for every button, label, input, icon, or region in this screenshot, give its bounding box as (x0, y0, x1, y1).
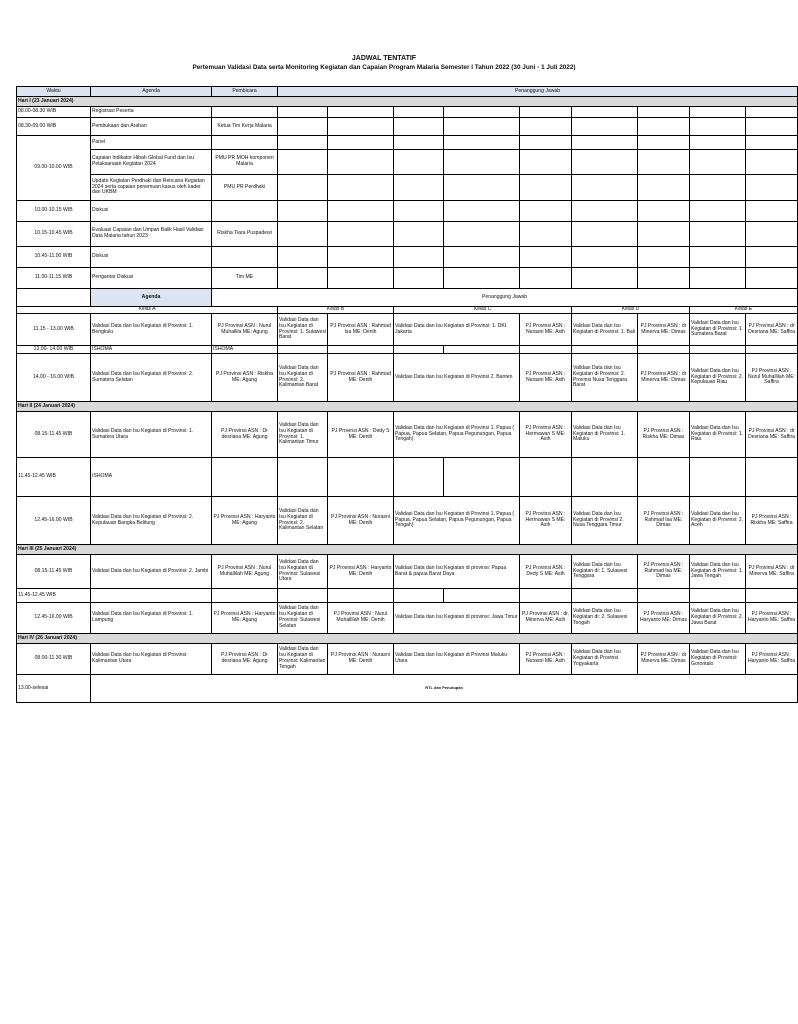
time-cell: 08.15-11.45 WIB (17, 412, 91, 458)
time-cell: 11.45-12.45 WIB (17, 458, 91, 497)
kelas-e-header: Kelas E (690, 307, 798, 314)
class-row (17, 307, 798, 314)
header-pembicara: Pembicara (212, 87, 278, 97)
ishoma-label: ISHOMA (91, 346, 212, 354)
time-cell: 11.00-11.15 WIB (17, 268, 91, 289)
agenda-cell: Diskusi (91, 247, 212, 268)
subheader-agenda (91, 289, 212, 307)
kelas-a-pj: PJ Provinsi ASN : Dr desriana ME: Agung (212, 412, 278, 458)
kelas-c-agenda: Validasi Data dan Isu Kegiatan di provinsi: Jawa Timur (394, 603, 520, 634)
subheader-penanggung-jawab: Penanggung Jawab (212, 289, 798, 307)
day-row (17, 402, 798, 412)
closing-label: RTL dan Penutupan (425, 684, 463, 690)
ishoma-label: ISHOMA (91, 458, 212, 497)
agenda-cell: Capaian Indikator Hibah Global Fund dan Isu Pelaksanaan Kegiatan 2024 (91, 150, 212, 175)
kelas-c-agenda: Validasi Data dan Isu Kegiatan di Provinsi 1. Papua ( Papua, Papua Selatan, Papua Pegunungan, Papua Tengah) (394, 412, 520, 458)
kelas-a-agenda: Validasi Data dan Isu Kegiatan di Provinsi: 2. Kepulauan Bangka Belitung (91, 497, 212, 545)
kelas-c-pj: PJ Provinsi ASN : Hermawan S ME: Asih (520, 497, 572, 545)
kelas-a-pj: PJ Provinsi ASN : Riskha ME: Agung (212, 354, 278, 402)
kelas-e-agenda: Validasi Data dan Isu Kegiatan di Provinsi: 1. Jawa Tengah (690, 555, 746, 589)
kelas-d-header: Kelas D (572, 307, 690, 314)
kelas-b-agenda: Validasi Data dan Isu Kegiatan di Provinsi: Sulawesi Selatan (278, 603, 328, 634)
kelas-c-agenda: Validasi Data dan Isu Kegiatan di Provinsi 2. Banten (394, 354, 520, 402)
kelas-e-pj: PJ Provinsi ASN : Haryanto ME: Saffira (746, 644, 798, 675)
kelas-e-pj: PJ Provinsi ASN : dr Desriana ME: Saffira (746, 314, 798, 346)
time-cell: 11.15 - 13.00 WIB (17, 314, 91, 346)
table-row (17, 136, 798, 150)
time-cell: 09.00-10.00 WIB (17, 136, 91, 201)
table-row (17, 201, 798, 222)
kelas-a-agenda: Validasi Data dan Isu Kegiatan di Provinsi: 1. Sumatera Utara (91, 412, 212, 458)
kelas-b-agenda: Validasi Data dan Isu Kegiatan di Provinsi: 2. Kalimantan Barat (278, 354, 328, 402)
header-waktu: Waktu (17, 87, 91, 97)
kelas-c-agenda: Validasi Data dan Isu Kegiatan di Provinsi 1. Papua ( Papua, Papua Selatan, Papua Pegunungan, Papua Tengah) (394, 497, 520, 545)
kelas-e-agenda: Validasi Data dan Isu Kegiatan di Provinsi: Gorontalo (690, 644, 746, 675)
kelas-d-pj: PJ Provinsi ASN : Haryanto ME: Dimas (638, 603, 690, 634)
table-row (17, 346, 798, 354)
kelas-c-agenda: Validasi Data dan Isu Kegiatan di provinsi: Papua Barat & papua Barat Daya (394, 555, 520, 589)
speaker-cell: PMU PR MOH komponen Malaria (212, 150, 278, 175)
speaker-cell: Ketua Tim Kerja Malaria (212, 118, 278, 136)
speaker-cell: PMU PR Perdhaki (212, 175, 278, 201)
kelas-d-agenda: Validasi Data dan Isu Kegiatan di Provinsi: 1. Maluku (572, 412, 638, 458)
kelas-e-pj: PJ Provinsi ASN : Nurul Muhallilah ME: Saffira (746, 354, 798, 402)
time-cell: 13.00- 14.00 WIB (17, 346, 91, 354)
time-cell: 14.00 - 16.00 WIB (17, 354, 91, 402)
kelas-d-pj: PJ Provinsi ASN : Rahmad Isa ME: Dimas (638, 555, 690, 589)
session-row (17, 314, 798, 346)
kelas-e-agenda: Validasi Data dan Isu Kegiatan di Provinsi: 2. Kepulauan Riau (690, 354, 746, 402)
kelas-b-agenda: Validasi Data dan Isu Kegiatan di Provinsi: Kalimantan Tengah (278, 644, 328, 675)
table-row (17, 118, 798, 136)
kelas-a-header: Kelas A (17, 307, 278, 314)
day-row (17, 97, 798, 107)
kelas-b-pj: PJ Provinsi ASN : Rahmad ME: Denih (328, 354, 394, 402)
table-row (17, 175, 798, 201)
header-agenda: Agenda (91, 87, 212, 97)
table-row (17, 222, 798, 247)
kelas-a-agenda: Validasi Data dan Isu Kegiatan di Provinsi: 2. Sumatera Selatan (91, 354, 212, 402)
ishoma-label: ISHOMA (212, 346, 278, 354)
document-title: JADWAL TENTATIF (351, 55, 417, 62)
kelas-c-pj: PJ Provinsi ASN : Nurasni ME: Asih (520, 644, 572, 675)
kelas-e-agenda: Validasi Data dan Isu Kegiatan di Provinsi: 2. Jawa Barat (690, 603, 746, 634)
kelas-c-pj: PJ Provinsi ASN : Nurasni ME: Asih (520, 354, 572, 402)
kelas-e-pj: PJ Provinsi ASN : Riskha ME: Saffira (746, 497, 798, 545)
header-penanggung-jawab: Penanggung Jawab (278, 87, 798, 97)
document-subtitle: Pertemuan Validasi Data serta Monitoring Kegiatan dan Capaian Program Malaria Semester I Tahun 2022 (30 Juni - 1 Juli 2022) (192, 64, 576, 71)
session-row (17, 354, 798, 402)
kelas-a-pj: PJ Provinsi ASN : Dr desriana ME: Agung (212, 644, 278, 675)
kelas-a-agenda: Validasi Data dan Isu Kegiatan di Provinsi: Kalimantan Utara (91, 644, 212, 675)
day-4-label: Hari IV (26 Januari 2024) (17, 634, 798, 644)
agenda-cell: Diskusi (91, 201, 212, 222)
kelas-d-pj: PJ Provinsi ASN : Riskha ME: Dimas (638, 412, 690, 458)
table-row (17, 247, 798, 268)
kelas-d-agenda: Validasi Data dan Isu Kegiatan di: 1. Sulawesi Tenggara (572, 555, 638, 589)
kelas-c-pj: PJ Provinsi ASN : Dedy S ME: Asih (520, 555, 572, 589)
time-cell: 08.30-09.00 WIB (17, 118, 91, 136)
kelas-e-pj: PJ Provinsi ASN : Haryanto ME: Saffira (746, 603, 798, 634)
table-row (17, 589, 798, 603)
kelas-d-agenda: Validasi Data dan Isu Kegiatan di Provinsi Yogyakarta (572, 644, 638, 675)
kelas-e-agenda: Validasi Data dan Isu Kegiatan di Provinsi: 1. Sumatera Barat (690, 314, 746, 346)
kelas-c-pj: PJ Provinsi ASN : Nurasni ME: Asih (520, 314, 572, 346)
time-cell: 12.45-16.00 WIB (17, 603, 91, 634)
kelas-d-agenda: Validasi Data dan Isu Kegiatan di: 2. Sulawesi Tengah (572, 603, 638, 634)
kelas-c-pj: PJ Provinsi ASN : dr. Minerva ME: Asih (520, 603, 572, 634)
session-row (17, 555, 798, 589)
kelas-b-pj: PJ Provinsi ASN : Haryanto ME: Denih (328, 555, 394, 589)
kelas-d-agenda: Validasi Data dan Isu Kegiatan di Provinsi: 1. Bali (572, 314, 638, 346)
kelas-b-agenda: Validasi Data dan Isu Kegiatan di Provinsi: Sulawesi Utara (278, 555, 328, 589)
subheader-agenda-label: Agenda (141, 293, 161, 300)
day-row (17, 634, 798, 644)
time-cell: 10.00-10.15 WIB (17, 201, 91, 222)
kelas-c-pj: PJ Provinsi ASN : Hermawan S ME: Asih (520, 412, 572, 458)
session-row (17, 603, 798, 634)
table-row (17, 150, 798, 175)
speaker-cell: Riskha Tiara Puspadewi (212, 222, 278, 247)
kelas-d-pj: PJ Provinsi ASN : dr Minerva ME: Dimas (638, 354, 690, 402)
kelas-a-agenda: Validasi Data dan Isu Kegiatan di Provinsi: 1. Bengkulu (91, 314, 212, 346)
time-cell: 13.00-selesai (17, 675, 91, 703)
kelas-e-pj: PJ Provinsi ASN : dr Minerva ME: Saffira (746, 555, 798, 589)
day-row (17, 545, 798, 555)
closing-row (17, 675, 798, 703)
time-cell: 11.45-12.45 WIB (17, 589, 91, 603)
kelas-a-agenda: Validasi Data dan Isu Kegiatan di Provinsi: 1. Lampung (91, 603, 212, 634)
kelas-a-pj: PJ Provinsi ASN : Nurul Muhallila ME: Agung (212, 314, 278, 346)
kelas-b-agenda: Validasi Data dan Isu Kegiatan di Provinsi: 1. Kalimantan Timur (278, 412, 328, 458)
kelas-a-agenda: Validasi Data dan Isu Kegiatan di Provinsi: 2. Jambi (91, 555, 212, 589)
kelas-d-pj: PJ Provinsi ASN : dr Minerva ME: Dimas (638, 314, 690, 346)
kelas-b-header: Kelas B (278, 307, 394, 314)
kelas-e-pj: PJ Provinsi ASN : dr Desriana ME: Saffira (746, 412, 798, 458)
kelas-b-pj: PJ Provinsi ASN : Dedy S ME: Denih (328, 412, 394, 458)
time-cell: 12.45-16.00 WIB (17, 497, 91, 545)
time-cell: 08.00-08.30 WIB (17, 107, 91, 118)
kelas-b-pj: PJ Provinsi ASN : Rahmad Isa ME: Denih (328, 314, 394, 346)
kelas-c-agenda: Validasi Data dan Isu Kegiatan di Provinsi: 1. DKI Jakarta (394, 314, 520, 346)
session-row (17, 644, 798, 675)
kelas-a-pj: PJ Provinsi ASN : Haryanto ME: Agung (212, 603, 278, 634)
session-row (17, 412, 798, 458)
table-row (17, 268, 798, 289)
kelas-d-pj: PJ Provinsi ASN : dr Minerva ME: Dimas (638, 644, 690, 675)
kelas-e-agenda: Validasi Data dan Isu Kegiatan di Provinsi: 2. Aceh (690, 497, 746, 545)
agenda-cell: Registrasi Peserta (91, 107, 212, 118)
kelas-a-pj: PJ Provinsi ASN : Haryanto ME: Agung (212, 497, 278, 545)
kelas-b-pj: PJ Provinsi ASN : Nurasni ME: Denih (328, 644, 394, 675)
table-row (17, 107, 798, 118)
kelas-b-pj: PJ Provinsi ASN : Nurul Muhallilah ME: Denih (328, 603, 394, 634)
speaker-cell: Tim ME (212, 268, 278, 289)
day-2-label: Hari II (24 Januari 2024) (17, 402, 798, 412)
day-3-label: Hari III (25 Januari 2024) (17, 545, 798, 555)
schedule-table (16, 86, 798, 703)
agenda-cell: Pembukaan dan Arahan (91, 118, 212, 136)
day-1-label: Hari I (23 Januari 2024) (17, 97, 798, 107)
agenda-cell: Evaluasi Capaian dan Umpan Balik Hasil Validasi Data Malaria tahun 2023 (91, 222, 212, 247)
kelas-b-agenda: Validasi Data dan Isu Kegiatan di Provinsi: 2. Kalimantan Selatan (278, 497, 328, 545)
time-cell: 10.45-11.00 WIB (17, 247, 91, 268)
class-header-row (17, 289, 798, 307)
agenda-cell: Panel (91, 136, 212, 150)
session-row (17, 497, 798, 545)
closing-cell (91, 675, 798, 703)
time-cell: 08.15-11.45 WIB (17, 555, 91, 589)
kelas-d-agenda: Validasi Data dan Isu Kegiatan di Provinsi 2. Nusa Tenggara Timur (572, 497, 638, 545)
kelas-d-agenda: Validasi Data dan Isu Kegiatan di Provinsi: 2. Provinsi Nusa Tenggara Barat (572, 354, 638, 402)
kelas-c-agenda: Validasi Data dan Isu Kegiatan di Provinsi Maluku Utara (394, 644, 520, 675)
kelas-b-pj: PJ Provinsi ASN : Nurasni ME: Denih (328, 497, 394, 545)
kelas-b-agenda: Validasi Data dan Isu Kegiatan di Provinsi: 1. Sulawesi Barat (278, 314, 328, 346)
kelas-e-agenda: Validasi Data dan Isu Kegiatan di Provinsi: 1. Riau (690, 412, 746, 458)
table-row (17, 458, 798, 497)
kelas-c-header: Kelas C (394, 307, 572, 314)
kelas-a-pj: PJ Provinsi ASN : Nurul Muhallilah ME: Agung (212, 555, 278, 589)
agenda-cell: Pengantar Diskusi (91, 268, 212, 289)
time-cell: 10.15-10.45 WIB (17, 222, 91, 247)
time-cell: 08.00-11.30 WIB (17, 644, 91, 675)
kelas-d-pj: PJ Provinsi ASN : Rahmad Isa ME: Dimas (638, 497, 690, 545)
agenda-cell: Update Kegiatan Perdhaki dan Rencana Kegiatan 2024 serta capaian penemuan kasus oleh kader dan UKBM (91, 175, 212, 201)
header-row (17, 87, 798, 97)
